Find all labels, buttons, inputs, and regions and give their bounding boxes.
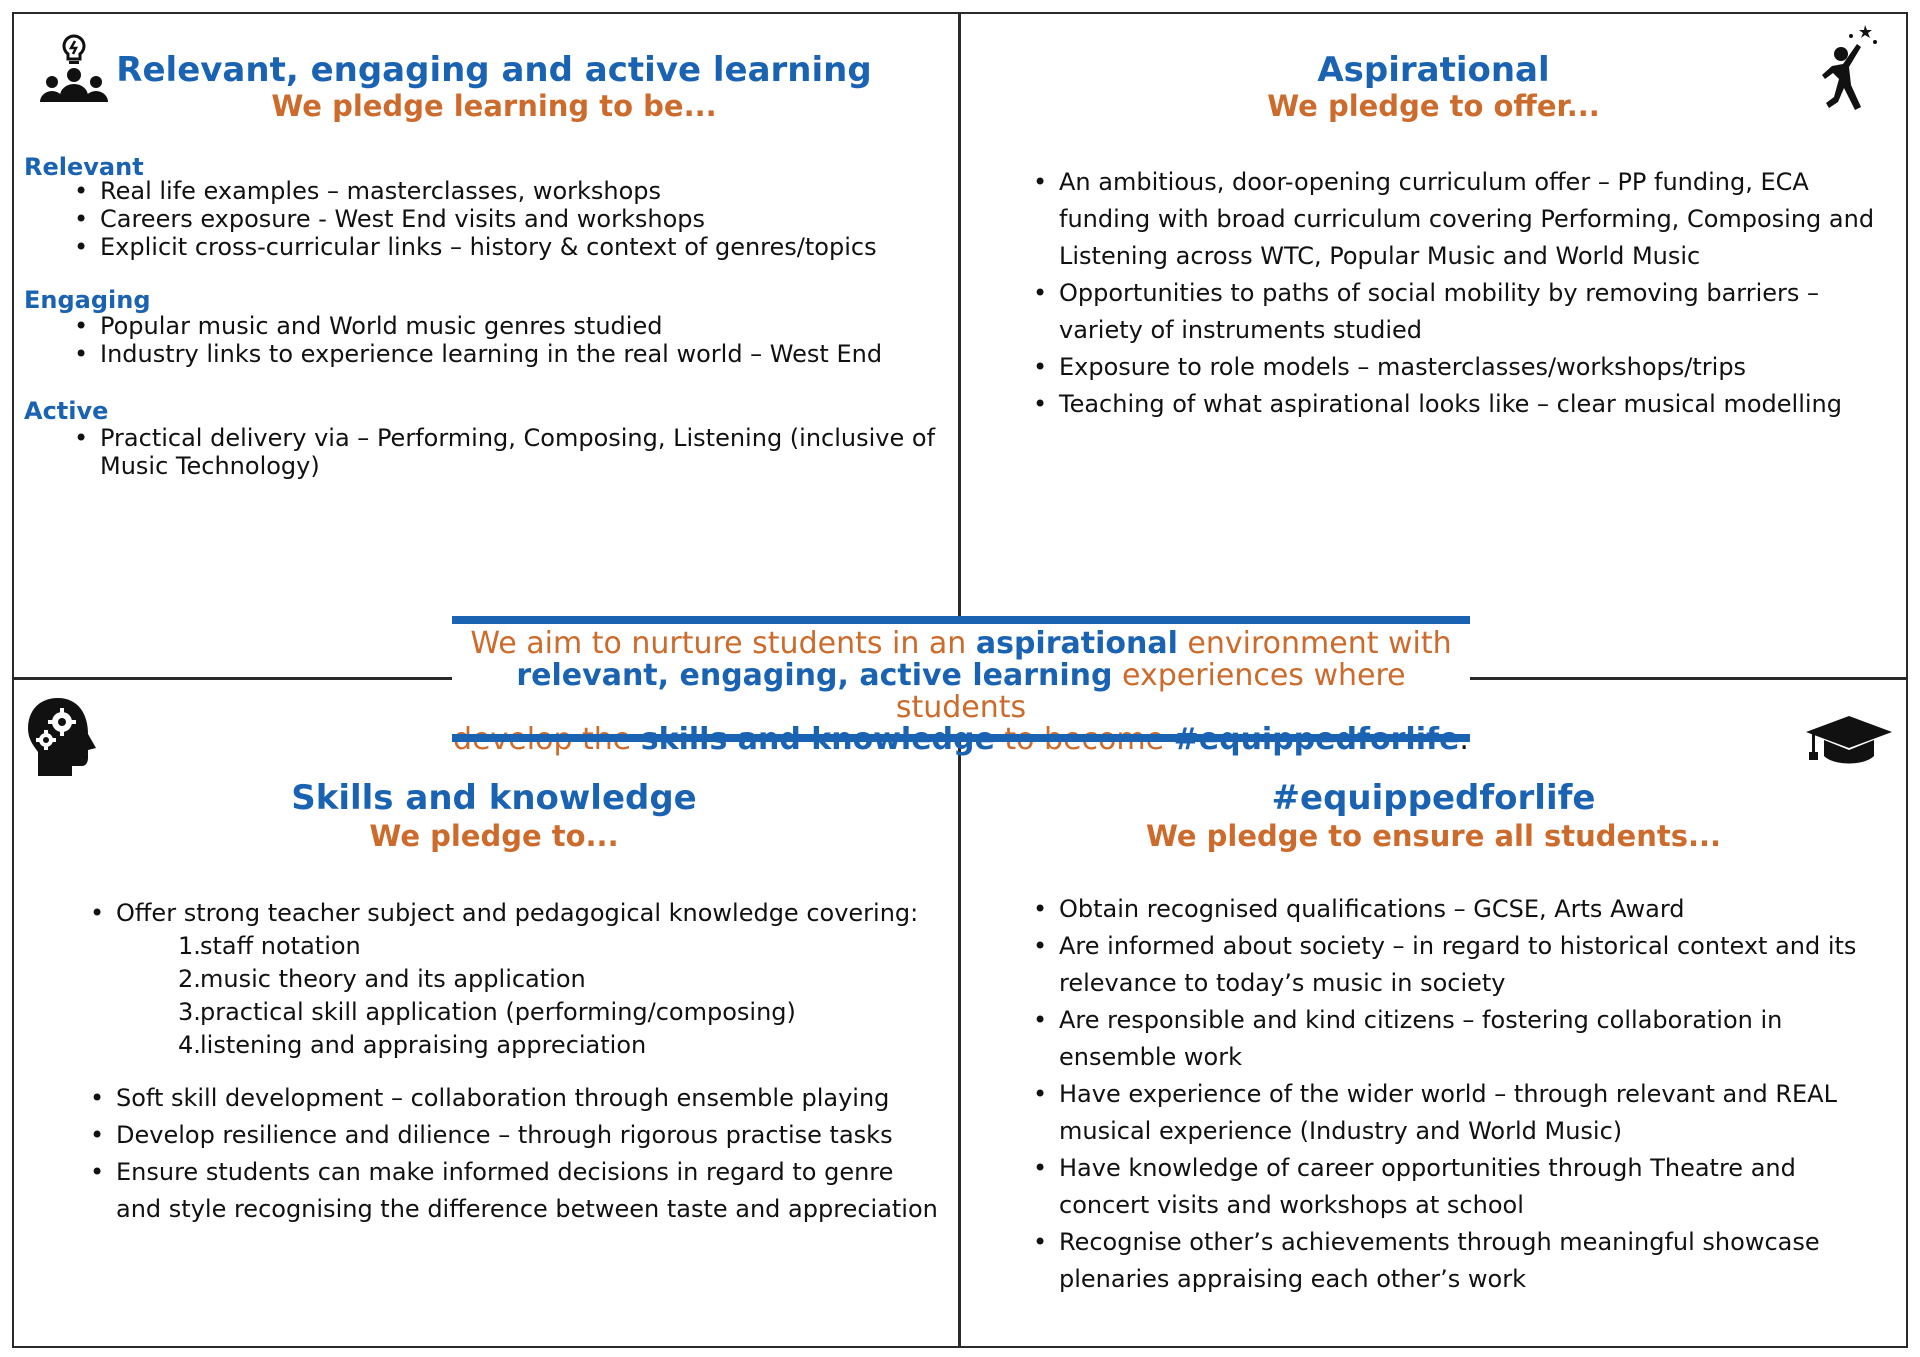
relevant-list [100, 177, 940, 261]
list-item: • Opportunities to paths of social mobility by removing barriers – variety of instruments studied [1059, 275, 1879, 349]
center-statement [452, 616, 1470, 742]
list-item: • Soft skill development – collaboration through ensemble playing [116, 1080, 946, 1117]
list-item: • Practical delivery via – Performing, Composing, Listening (inclusive of Music Technology) [100, 424, 940, 480]
center-highlight: relevant, engaging, active learning [516, 658, 1113, 693]
sub-list-text: staff notation [200, 932, 361, 960]
equippedforlife-list [1059, 891, 1879, 1298]
list-item: • Are responsible and kind citizens – fostering collaboration in ensemble work [1059, 1002, 1879, 1076]
list-item: • Industry links to experience learning in the real world – West End [100, 340, 940, 368]
q3-subtitle: We pledge to... [369, 819, 619, 853]
list-item: • Real life examples – masterclasses, workshops [100, 177, 940, 205]
quadrant-aspirational [961, 14, 1906, 614]
skills-list [116, 1080, 946, 1228]
list-item: • An ambitious, door-opening curriculum offer – PP funding, ECA funding with broad curriculum covering Performing, Composing and Listening across WTC, Popular Music and World Music [1059, 164, 1879, 275]
engaging-list [100, 312, 940, 368]
list-item: • Have knowledge of career opportunities through Theatre and concert visits and workshops at school [1059, 1150, 1879, 1224]
center-bar-bottom [452, 734, 1470, 742]
horizontal-divider-left [12, 677, 452, 680]
sub-list-number: 1. [178, 932, 201, 960]
horizontal-divider-right [1470, 677, 1908, 680]
center-highlight: aspirational [975, 626, 1178, 661]
team-idea-icon [34, 30, 114, 110]
list-item: • Offer strong teacher subject and pedagogical knowledge covering: [116, 895, 946, 932]
list-item: • Recognise other’s achievements through meaningful showcase plenaries appraising each other’s work [1059, 1224, 1879, 1298]
list-item: • Have experience of the wider world – through relevant and REAL musical experience (Industry and World Music) [1059, 1076, 1879, 1150]
quadrant-relevant-engaging-active [14, 14, 958, 614]
sub-list-number: 4. [178, 1031, 201, 1059]
sub-list-number: 3. [178, 998, 201, 1026]
sub-list-number: 2. [178, 965, 201, 993]
head-gears-icon [24, 694, 100, 780]
list-item: • Ensure students can make informed decisions in regard to genre and style recognising the difference between taste and appreciation [116, 1154, 946, 1228]
q1-title: Relevant, engaging and active learning [116, 50, 872, 90]
q4-title: #equippedforlife [1271, 778, 1596, 818]
list-item: • Teaching of what aspirational looks like – clear musical modelling [1059, 386, 1879, 423]
list-item: • Exposure to role models – masterclasses/workshops/trips [1059, 349, 1879, 386]
q2-title: Aspirational [1317, 50, 1550, 90]
section-heading-engaging: Engaging [24, 286, 151, 314]
center-line-2 [452, 660, 1470, 724]
list-item: • Explicit cross-curricular links – history & context of genres/topics [100, 233, 940, 261]
skills-list-intro [116, 895, 946, 932]
center-text: environment with [1177, 626, 1452, 661]
quadrant-skills-knowledge [14, 740, 958, 1340]
q4-subtitle: We pledge to ensure all students... [1145, 819, 1722, 853]
center-text: We aim to nurture students in an [470, 626, 976, 661]
sub-list-item [178, 930, 796, 963]
list-item: • Popular music and World music genres studied [100, 312, 940, 340]
list-item: • Careers exposure - West End visits and workshops [100, 205, 940, 233]
sub-list-text: music theory and its application [200, 965, 586, 993]
graduation-cap-icon [1804, 712, 1894, 768]
sub-list-item [178, 1029, 796, 1062]
q2-subtitle: We pledge to offer... [1267, 89, 1600, 123]
q3-title: Skills and knowledge [291, 778, 697, 818]
center-line-1 [452, 628, 1470, 660]
section-heading-relevant: Relevant [24, 153, 144, 181]
q1-subtitle: We pledge learning to be... [271, 89, 717, 123]
active-list [100, 424, 940, 480]
sub-list-item [178, 963, 796, 996]
center-bar-top [452, 616, 1470, 624]
knowledge-sub-list [178, 930, 796, 1062]
center-text: experiences where students [895, 658, 1406, 725]
sub-list-item [178, 996, 796, 1029]
aspirational-list [1059, 164, 1879, 423]
list-item: • Obtain recognised qualifications – GCSE, Arts Award [1059, 891, 1879, 928]
list-item: • Are informed about society – in regard to historical context and its relevance to today’s music in society [1059, 928, 1879, 1002]
list-item: • Develop resilience and dilience – through rigorous practise tasks [116, 1117, 946, 1154]
sub-list-text: practical skill application (performing/composing) [200, 998, 796, 1026]
sub-list-text: listening and appraising appreciation [200, 1031, 647, 1059]
section-heading-active: Active [24, 397, 109, 425]
quadrant-equippedforlife [961, 740, 1906, 1340]
